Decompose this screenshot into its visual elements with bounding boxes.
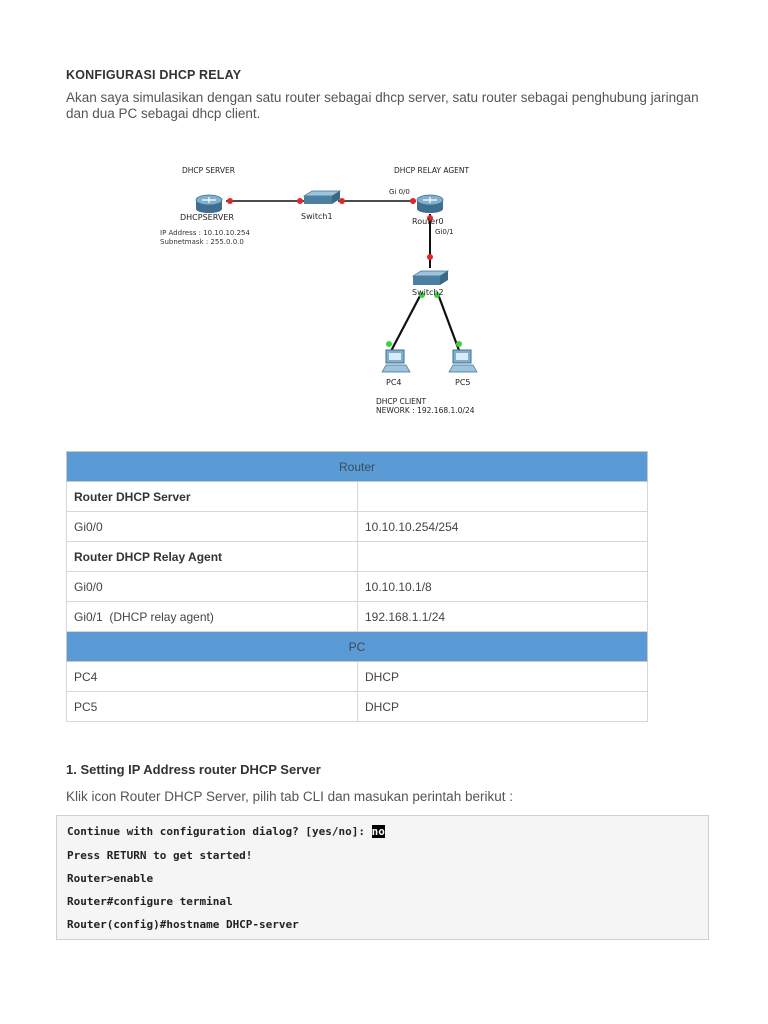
table-row xyxy=(67,572,648,602)
table-row xyxy=(67,512,648,542)
dhcpserver-name: DHCPSERVER xyxy=(180,213,234,222)
switch2-icon[interactable] xyxy=(413,271,448,285)
code-line-text: Continue with configuration dialog? [yes/no]: xyxy=(67,825,372,838)
intro-paragraph: Akan saya simulasikan dengan satu router sebagai dhcp server, satu router sebagai penghubung jaringan dan dua PC sebagai dhcp client. xyxy=(66,90,699,121)
router-dhcpserver-icon[interactable] xyxy=(196,195,222,213)
code-line: Press RETURN to get started! xyxy=(67,849,253,862)
network-topology-diagram xyxy=(150,158,510,420)
table-header-row xyxy=(67,452,648,482)
switch2-label: Switch2 xyxy=(412,288,444,297)
ip-address-label: IP Address : 10.10.10.254 xyxy=(160,229,250,237)
link-dot xyxy=(227,198,233,204)
table-cell xyxy=(358,482,648,512)
table-cell: Router DHCP Server xyxy=(67,482,358,512)
page-title: KONFIGURASI DHCP RELAY xyxy=(66,68,242,82)
dhcp-client-label: DHCP CLIENT xyxy=(376,397,427,406)
pc5-label: PC5 xyxy=(455,378,471,387)
table-row xyxy=(67,662,648,692)
table-row xyxy=(67,482,648,512)
gi01-label: Gi0/1 xyxy=(435,228,454,236)
table-cell: DHCP xyxy=(358,662,648,692)
router0-label: Router0 xyxy=(412,217,444,226)
code-line: Router(config)#hostname DHCP-server xyxy=(67,918,299,931)
router-header: Router xyxy=(67,452,648,482)
subnetmask-label: Subnetmask : 255.0.0.0 xyxy=(160,238,244,246)
step1-heading: 1. Setting IP Address router DHCP Server xyxy=(66,762,321,777)
pc-header: PC xyxy=(67,632,648,662)
code-line: Router#configure terminal xyxy=(67,895,233,908)
pc4-icon[interactable] xyxy=(382,350,410,372)
table-cell: 10.10.10.1/8 xyxy=(358,572,648,602)
table-cell: PC4 xyxy=(67,662,358,692)
dhcp-server-label: DHCP SERVER xyxy=(182,166,235,175)
pc5-icon[interactable] xyxy=(449,350,477,372)
link-dot xyxy=(410,198,416,204)
code-line: Router>enable xyxy=(67,872,154,885)
table-cell: DHCP xyxy=(358,692,648,722)
network-label: NEWORK : 192.168.1.0/24 xyxy=(376,406,475,415)
table-row xyxy=(67,542,648,572)
table-cell: Gi0/0 xyxy=(67,572,358,602)
code-highlight: no xyxy=(371,825,385,838)
table-cell: 192.168.1.1/24 xyxy=(358,602,648,632)
router0-icon[interactable] xyxy=(417,195,443,213)
switch1-icon[interactable] xyxy=(304,191,340,204)
table-cell: Gi0/1 (DHCP relay agent) xyxy=(67,602,358,632)
link-switch2-pc4 xyxy=(390,294,421,353)
switch1-label: Switch1 xyxy=(301,212,333,221)
table-cell: Router DHCP Relay Agent xyxy=(67,542,358,572)
cli-code-block xyxy=(56,815,709,940)
table-header-row xyxy=(67,632,648,662)
table-row xyxy=(67,602,648,632)
code-line xyxy=(67,825,385,838)
table-cell xyxy=(358,542,648,572)
link-dot xyxy=(456,341,462,347)
step1-instruction: Klik icon Router DHCP Server, pilih tab CLI dan masukan perintah berikut : xyxy=(66,789,513,804)
pc4-label: PC4 xyxy=(386,378,402,387)
config-table xyxy=(66,451,648,722)
table-cell: PC5 xyxy=(67,692,358,722)
link-dot xyxy=(386,341,392,347)
gi00-label: Gi 0/0 xyxy=(389,188,410,196)
link-dot xyxy=(427,254,433,260)
relay-agent-label: DHCP RELAY AGENT xyxy=(394,166,470,175)
table-row xyxy=(67,692,648,722)
link-dot xyxy=(297,198,303,204)
table-cell: 10.10.10.254/254 xyxy=(358,512,648,542)
table-cell: Gi0/0 xyxy=(67,512,358,542)
